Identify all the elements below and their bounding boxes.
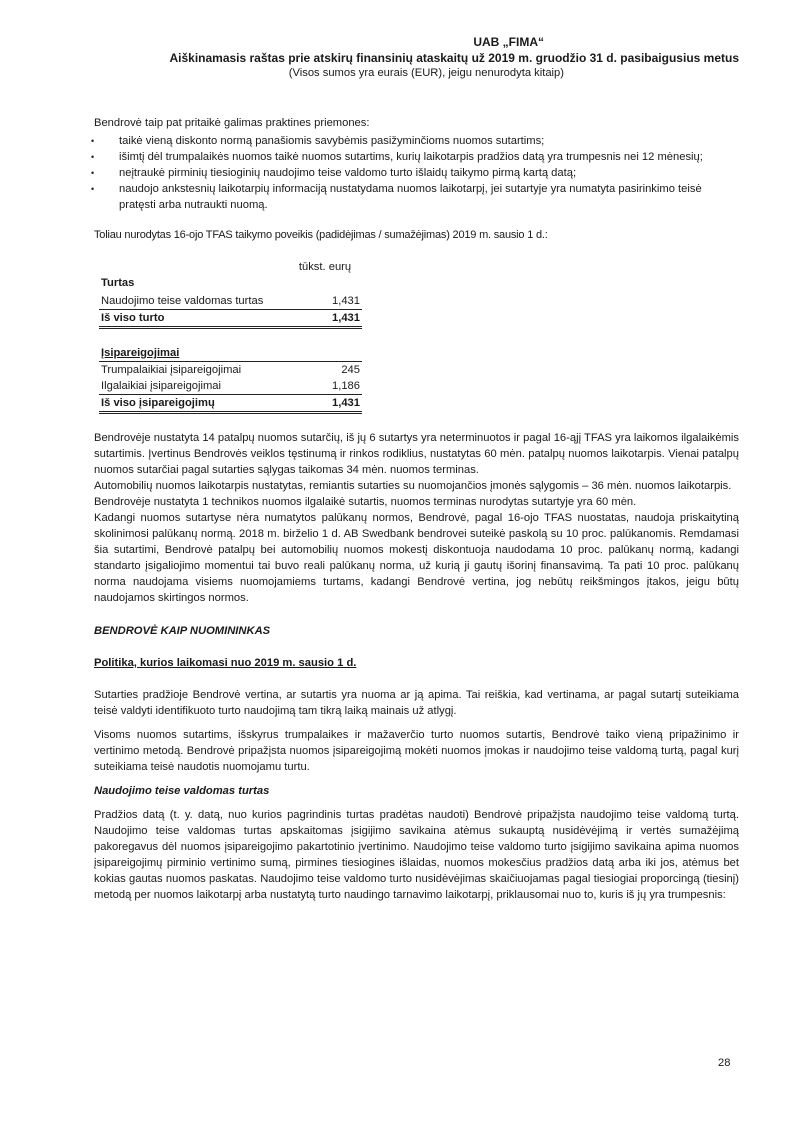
rou-asset-value: 1,431 (332, 295, 360, 307)
page-header (154, 34, 739, 81)
list-item: • naudojo ankstesnių laikotarpių informaciją nustatydama nuomos laikotarpį, jei sutartyje yra numatyta pasirinkimo teisė pratęsti arba nutraukti nuomą. (94, 181, 739, 213)
paragraph: Pradžios datą (t. y. datą, nuo kurios pagrindinis turtas pradėtas naudoti) Bendrovė pripažįsta naudojimo teise valdomą turtą. Naudojimo teise valdomas turtas apskaitomas įsigijimo savikaina atėmus sukauptą nusidėvėjimą ir vertės sumažėjimą pakoregavus dėl nuomos įsipareigojimo pakartotinio įvertinimo. Naudojimo teise valdomo turto įsigijimo savikaina apima nuomos įsipareigojimų pirminio vertinimo sumą, pirmines tiesiogines išlaidas, nuomos mokesčius pradžios datą arba iki jos, atėmus bet kokias gautas nuomos paskatas. Naudojimo teise valdomo turto nusidėvėjimas skaičiuojamas pagal tiesiogiai proporcingą (tiesinį) metodą per nuomos laikotarpį arba nustatytą turto naudingo tarnavimo laikotarpį, priklausomai nuo to, kuris iš jų yra trumpesnis: (94, 809, 739, 901)
noncurrent-liabilities-label: Ilgalaikiai įsipareigojimai (101, 380, 222, 392)
total-liabilities-label: Iš viso įsipareigojimų (99, 395, 288, 413)
list-item: • išimtį dėl trumpalaikės nuomos taikė nuomos sutartims, kurių laikotarpis pradžios datą yra trumpesnis nei 12 mėnesių; (94, 149, 739, 165)
paragraph: Bendrovėje nustatyta 14 patalpų nuomos sutarčių, iš jų 6 sutartys yra neterminuotos ir pagal 16-ąjį TFAS yra laikomos ilgalaikėmis sutartimis. Įvertinus Bendrovės veiklos tęstinumą ir rinkos rodiklius, nustatytas 60 mėn. patalpų nuomos laikotarpis. Vienai patalpų nuomos sutarčiai pagal sutarties sąlygas taikomas 34 mėn. nuomos terminas. (94, 432, 739, 476)
rou-asset-label: Naudojimo teise valdomas turtas (101, 295, 264, 307)
table-total-row (99, 395, 362, 413)
paragraph: Automobilių nuomos laikotarpis nustatytas, remiantis sutarties su nuomojančios įmonės sąlygomis – 36 mėn. nuomos laikotarpis. (94, 480, 732, 492)
table-header-row (99, 257, 362, 275)
unit-label: tūkst. eurų (298, 261, 352, 273)
page-number: 28 (718, 1057, 731, 1069)
list-item: • taikė vieną diskonto normą panašiomis savybėmis pasižyminčioms nuomos sutartims; (94, 133, 739, 149)
rou-heading: Naudojimo teise valdomas turtas (94, 785, 270, 797)
table-row (99, 291, 362, 310)
practical-expedients-list (94, 133, 739, 213)
current-liabilities-value: 245 (288, 362, 362, 379)
policy-heading: Politika, kurios laikomasi nuo 2019 m. sausio 1 d. (94, 657, 357, 669)
current-liabilities-label: Trumpalaikiai įsipareigojimai (99, 362, 288, 379)
table-row (99, 345, 362, 362)
table-row (99, 275, 362, 291)
lease-terms-text (94, 430, 739, 606)
document-subtitle: (Visos sumos yra eurais (EUR), jeigu nenurodyta kitaip) (288, 67, 564, 79)
table-row (99, 362, 362, 379)
noncurrent-liabilities-value: 1,186 (332, 380, 360, 392)
table-row (99, 378, 362, 395)
document-title: Aiškinamasis raštas prie atskirų finansinių ataskaitų už 2019 m. gruodžio 31 d. pasibaigusius metus (169, 51, 739, 65)
effect-intro: Toliau nurodytas 16-ojo TFAS taikymo poveikis (padidėjimas / sumažėjimas) 2019 m. sausio 1 d.: (94, 229, 548, 241)
assets-table (99, 257, 362, 329)
paragraph: Sutarties pradžioje Bendrovė vertina, ar sutartis yra nuoma ar ją apima. Tai reiškia, kad vertinama, ar pagal sutartį suteikiama teisė valdyti identifikuoto turto naudojimą tam tikrą laiką mainais už atlygį. (94, 689, 739, 717)
liabilities-table (99, 345, 362, 414)
table-total-row (99, 310, 362, 328)
company-name: UAB „FIMA“ (473, 35, 544, 49)
intro-text: Bendrovė taip pat pritaikė galimas praktines priemones: (94, 117, 370, 129)
paragraph: Visoms nuomos sutartims, išskyrus trumpalaikes ir mažaverčio turto nuomos sutartis, Bendrovė taiko vieną pripažinimo ir vertinimo metodą. Bendrovė pripažįsta nuomos įsipareigojimą mokėti nuomos įmokas ir naudojimo teise valdomą turtą, pagal kurį suteikiama teisė naudotis nuomojamu turtu. (94, 729, 739, 773)
total-assets-label: Iš viso turto (99, 310, 288, 328)
assets-heading: Turtas (101, 277, 135, 289)
document-page (94, 34, 739, 903)
section-heading: BENDROVĖ KAIP NUOMININKAS (94, 625, 271, 637)
liabilities-heading: Įsipareigojimai (101, 347, 180, 359)
total-liabilities-value: 1,431 (288, 395, 362, 413)
paragraph: Bendrovėje nustatyta 1 technikos nuomos ilgalaikė sutartis, nuomos terminas nurodytas sutartyje yra 60 mėn. (94, 496, 637, 508)
list-item: • neįtraukė pirminių tiesioginių naudojimo teise valdomo turto išlaidų taikymo pirmą kartą datą; (94, 165, 739, 181)
paragraph: Kadangi nuomos sutartyse nėra numatytos palūkanų normos, Bendrovė, pagal 16-ojo TFAS nuostatas, naudoja priskaitytiną skolinimosi palūkanų normą. 2018 m. birželio 1 d. AB Swedbank bendrovei suteikė paskolą su 10 proc. palūkanomis. Remdamasi šia sutartimi, Bendrovė patalpų bei automobilių nuomos mokestį diskontuoja naudodama 10 proc. palūkanų normą, kadangi standarto įsigaliojimo momentui tai buvo reali palūkanų norma, už kurią ji gautų išorinį finansavimą. Ta pati 10 proc. palūkanų norma naudojama visiems nuomojamiems turtams, kadangi Bendrovė vertina, jog nebūtų reikšmingos įtakos, jeigu būtų naudojamos skirtingos normos. (94, 512, 739, 604)
total-assets-value: 1,431 (288, 310, 362, 328)
